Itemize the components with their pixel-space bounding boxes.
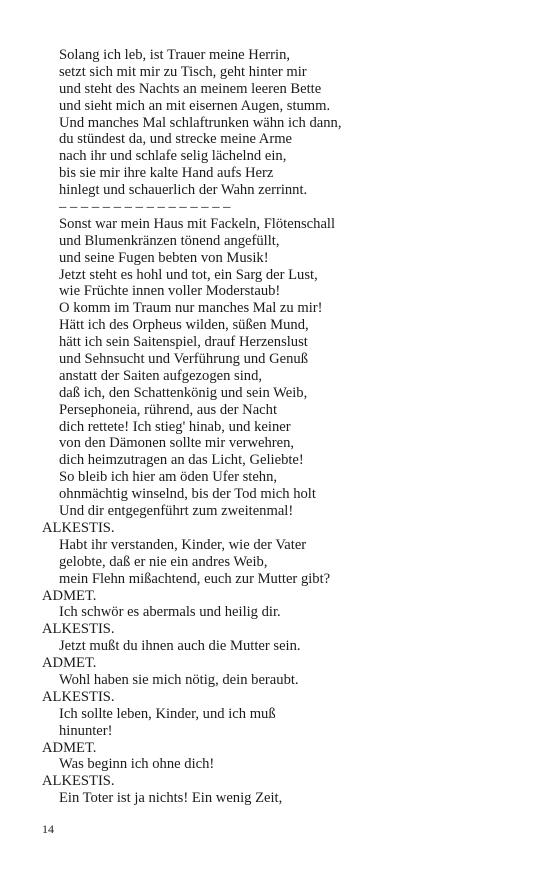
page-number: 14 [42,822,54,836]
verse-line: Solang ich leb, ist Trauer meine Herrin, [59,47,291,63]
verse-line: – – – – – – – – – – – – – – – – [59,199,231,216]
verse-line: Und dir entgegenführt zum zweitenmal! [59,503,294,520]
verse-line: dich rettete! Ich stieg' hinab, und keiner [59,418,291,435]
verse-line: Habt ihr verstanden, Kinder, wie der Vater [59,536,307,553]
verse-line: Ein Toter ist ja nichts! Ein wenig Zeit, [59,790,283,807]
verse-line: O komm im Traum nur manches Mal zu mir! [59,300,323,317]
speaker-name: ADMET. [42,587,97,604]
speaker-name: ADMET. [42,655,97,672]
verse-line: Hätt ich des Orpheus wilden, süßen Mund, [59,317,309,334]
verse-line: ohnmächtig winselnd, bis der Tod mich holt [59,486,316,503]
verse-line: Und manches Mal schlaftrunken wähn ich dann, [59,114,342,131]
verse-line: hinlegt und schauerlich der Wahn zerrinnt. [59,182,308,199]
verse-line: hinunter! [59,722,113,739]
verse-line: setzt sich mit mir zu Tisch, geht hinter mir [59,63,307,80]
verse-line: nach ihr und schlafe selig lächelnd ein, [59,148,287,165]
verse-line: bis sie mir ihre kalte Hand aufs Herz [59,165,274,182]
verse-line: anstatt der Saiten aufgezogen sind, [59,367,263,384]
verse-line: daß ich, den Schattenkönig und sein Weib, [59,384,308,401]
verse-line: wie Früchte innen voller Moderstaub! [59,283,281,300]
speaker-name: ALKESTIS. [42,688,115,705]
speaker-name: ALKESTIS. [42,621,115,638]
verse-line: und Blumenkränzen tönend angefüllt, [59,232,280,249]
speaker-name: ADMET. [42,739,97,756]
speaker-name: ALKESTIS. [42,773,115,790]
verse-line: Ich schwör es abermals und heilig dir. [59,604,281,621]
verse-line: So bleib ich hier am öden Ufer stehn, [59,469,278,486]
verse-line: Wohl haben sie mich nötig, dein beraubt. [59,671,299,688]
verse-line: hätt ich sein Saitenspiel, drauf Herzenslust [59,334,308,351]
verse-line: mein Flehn mißachtend, euch zur Mutter gibt? [59,570,331,587]
verse-line: dich heimzutragen an das Licht, Geliebte! [59,452,304,469]
verse-text-block [42,47,522,807]
verse-line: Was beginn ich ohne dich! [59,756,215,773]
verse-line: und sieht mich an mit eisernen Augen, stumm. [59,97,331,114]
verse-line: du stündest da, und strecke meine Arme [59,131,293,148]
verse-line: Jetzt mußt du ihnen auch die Mutter sein. [59,638,301,655]
speaker-name: ALKESTIS. [42,519,115,536]
verse-line: Sonst war mein Haus mit Fackeln, Flötenschall [59,215,336,232]
verse-line: von den Dämonen sollte mir verwehren, [59,435,295,452]
verse-line: Ich sollte leben, Kinder, und ich muß [59,705,276,722]
verse-line: und seine Fugen bebten von Musik! [59,249,269,266]
verse-line: und Sehnsucht und Verführung und Genuß [59,351,309,368]
verse-line: und steht des Nachts an meinem leeren Bette [59,80,322,97]
verse-line: Jetzt steht es hohl und tot, ein Sarg der Lust, [59,266,318,283]
verse-line: gelobte, daß er nie ein andres Weib, [59,553,268,570]
verse-line: Persephoneia, rührend, aus der Nacht [59,401,278,418]
